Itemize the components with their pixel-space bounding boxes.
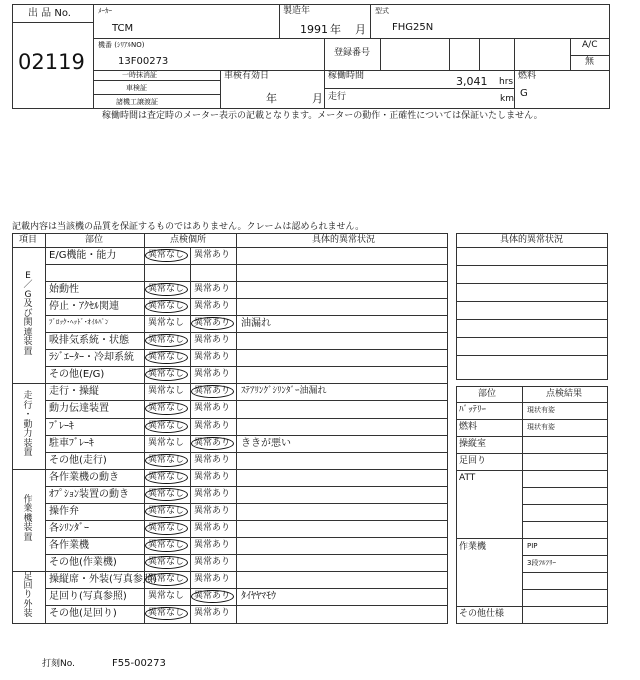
option-normal: 異常なし — [148, 250, 185, 260]
option-normal: 異常なし — [148, 301, 185, 312]
option-abnormal: 異常あり — [194, 488, 231, 499]
group-label-char: 関 — [23, 318, 33, 329]
option-normal: 異常なし — [148, 420, 185, 431]
selected-circle — [145, 607, 188, 620]
result-att: ATT — [459, 473, 476, 483]
result-battery: ﾊﾞｯﾃﾘｰ — [459, 405, 487, 415]
ac-label: A/C — [582, 40, 598, 50]
option-normal: 異常なし — [148, 352, 185, 363]
option-abnormal: 異常あり — [194, 301, 231, 312]
group-label — [22, 272, 34, 357]
option-abnormal: 異常あり — [194, 454, 231, 465]
selected-circle — [145, 522, 188, 535]
group-label-char: 業 — [23, 504, 33, 515]
option-normal: 異常なし — [148, 608, 185, 619]
maker-label: ﾒｰｶｰ — [98, 7, 112, 15]
option-normal: 異常なし — [148, 369, 185, 380]
selected-circle — [145, 283, 188, 296]
option-abnormal: 異常あり — [194, 573, 231, 584]
temp-permit: 一時抹消証 — [122, 71, 157, 79]
group-label-char: 置 — [23, 346, 33, 357]
selected-circle — [145, 454, 188, 467]
group-label-char: 機 — [23, 513, 33, 524]
group-label-char: り — [23, 590, 33, 601]
row-part: 始動性 — [49, 284, 79, 296]
row-part: ｵﾌﾟｼｮﾝ装置の動き — [49, 488, 129, 500]
result-fuel: 燃料 — [459, 422, 478, 432]
row-part: 各作業機の動き — [49, 471, 119, 483]
group-label-char: 連 — [23, 327, 33, 338]
selected-circle — [191, 437, 234, 450]
group-label-char: 力 — [23, 429, 33, 440]
col-check: 点検個所 — [170, 235, 207, 245]
group-label-char: 置 — [23, 448, 33, 459]
year-label: 製造年 — [283, 6, 311, 16]
inspection-valid-label: 車検有効日 — [224, 71, 270, 81]
selected-circle — [145, 249, 188, 262]
group-label — [22, 496, 34, 543]
group-label-char: 走 — [23, 391, 33, 402]
option-normal: 異常なし — [148, 284, 185, 295]
group-label-char: 装 — [23, 523, 33, 534]
row-part: ﾌﾞﾛｯｸ･ﾍｯﾄﾞ･ｵｲﾙﾊﾟﾝ — [49, 318, 109, 327]
row-part: 各ｼﾘﾝﾀﾞｰ — [49, 522, 89, 534]
model-value: FHG25N — [392, 22, 434, 33]
result-undercarriage: 足回り — [459, 456, 487, 466]
group-label-char: 行 — [23, 400, 33, 411]
selected-circle — [145, 488, 188, 501]
option-abnormal: 異常あり — [194, 471, 231, 482]
selected-circle — [145, 539, 188, 552]
selected-circle — [145, 471, 188, 484]
option-normal: 異常なし — [148, 522, 185, 533]
result-battery-value: 現状有姿 — [527, 406, 555, 414]
quality-disclaimer: 記載内容は当該機の品質を保証するものではありません。クレームは認められません。 — [12, 222, 365, 232]
month-unit: 月 — [355, 23, 366, 36]
group-label-char: 装 — [23, 337, 33, 348]
option-abnormal: 異常あり — [194, 505, 231, 516]
row-part: 駐車ﾌﾞﾚｰｷ — [49, 437, 94, 449]
group-label-char: 置 — [23, 532, 33, 543]
serial-label: 機番 (ｼﾘｱﾙNO) — [98, 41, 145, 49]
option-abnormal: 異常あり — [194, 284, 231, 295]
result-other-spec: その他仕様 — [459, 609, 505, 619]
row-part: 操作弁 — [49, 505, 79, 517]
option-abnormal: 異常あり — [194, 352, 231, 363]
option-normal: 異常なし — [148, 505, 185, 516]
hours-label: 稼働時間 — [328, 71, 365, 81]
option-normal: 異常なし — [148, 335, 185, 346]
option-abnormal: 異常あり — [194, 591, 231, 601]
selected-circle — [145, 505, 188, 518]
option-normal: 異常なし — [148, 318, 185, 329]
selected-circle — [145, 556, 188, 569]
option-abnormal: 異常あり — [194, 608, 231, 619]
fuel-value: G — [520, 88, 528, 99]
row-part: その他(走行) — [49, 454, 107, 466]
row-part: 吸排気系統・状態 — [49, 335, 129, 347]
row-part: 走行・操縦 — [49, 386, 99, 398]
selected-circle — [145, 573, 188, 586]
group-label-char: 動 — [23, 419, 33, 430]
option-abnormal: 異常あり — [194, 437, 231, 448]
option-normal: 異常なし — [148, 539, 185, 550]
row-part: 各作業機 — [49, 539, 89, 551]
lot-label: 出 品 No. — [28, 8, 71, 19]
stamp-label: 打刻No. — [42, 659, 75, 669]
group-label-char: 作 — [23, 494, 33, 505]
option-abnormal: 異常あり — [194, 522, 231, 533]
option-normal: 異常なし — [148, 488, 185, 499]
option-normal: 異常なし — [148, 591, 185, 601]
option-abnormal: 異常あり — [194, 403, 231, 414]
row-part: E/G機能・能力 — [49, 250, 117, 261]
option-normal: 異常なし — [148, 556, 185, 567]
option-abnormal: 異常あり — [194, 318, 231, 329]
group-label-char: 及 — [23, 299, 33, 310]
col-part: 部位 — [85, 235, 104, 245]
result-cab: 操縦室 — [459, 439, 487, 449]
result-col-result: 点検結果 — [546, 389, 583, 399]
option-abnormal: 異常あり — [194, 539, 231, 550]
group-label-char: E — [25, 271, 31, 281]
row-detail: ﾀｲﾔﾔﾏﾓｳ — [241, 591, 276, 602]
year-unit: 年 — [330, 23, 341, 36]
group-label-char: 足 — [23, 571, 33, 582]
group-label-char: 回 — [23, 580, 33, 591]
row-detail: 油漏れ — [241, 318, 271, 330]
option-abnormal: 異常あり — [194, 420, 231, 431]
result-work-value-1: PIP — [527, 542, 538, 550]
group-label-char: 装 — [23, 438, 33, 449]
col-detail: 具体的異常状況 — [312, 235, 376, 245]
row-part: 操縦席・外装(写真参照) — [49, 573, 157, 585]
option-normal: 異常なし — [148, 437, 185, 448]
group-label-char: ／ — [23, 280, 33, 291]
stamp-value: F55-00273 — [112, 658, 166, 669]
option-abnormal: 異常あり — [194, 335, 231, 346]
option-abnormal: 異常あり — [194, 250, 231, 260]
row-part: 停止・ｱｸｾﾙ関連 — [49, 301, 119, 313]
option-abnormal: 異常あり — [194, 369, 231, 380]
option-normal: 異常なし — [148, 471, 185, 482]
hours-value: 3,041 — [456, 75, 488, 88]
reg-label: 登録番号 — [334, 48, 371, 58]
row-part: その他(E/G) — [49, 369, 105, 381]
group-label-char: 外 — [23, 599, 33, 610]
col-item: 項目 — [19, 235, 38, 245]
travel-label: 走行 — [328, 92, 347, 102]
fuel-label: 燃料 — [518, 71, 537, 81]
option-abnormal: 異常あり — [194, 386, 231, 397]
selected-circle — [191, 590, 234, 603]
hours-unit: hrs — [499, 77, 514, 87]
year-value: 1991 — [300, 23, 328, 36]
option-normal: 異常なし — [148, 573, 185, 584]
serial-value: 13F00273 — [118, 56, 169, 67]
row-part: その他(足回り) — [49, 608, 117, 620]
group-label-char: G — [24, 289, 32, 300]
inspection-cert: 車検証 — [126, 84, 147, 92]
construction-cert: 諸機工譲渡証 — [116, 98, 158, 106]
row-detail: ききが悪い — [241, 437, 291, 449]
result-col-part: 部位 — [478, 389, 497, 399]
ac-value: 無 — [585, 57, 595, 67]
group-label-char: ・ — [23, 410, 33, 421]
row-part: 動力伝達装置 — [49, 403, 109, 415]
row-part: ﾌﾞﾚｰｷ — [49, 420, 74, 432]
group-label-char: び — [23, 308, 33, 319]
selected-circle — [145, 420, 188, 433]
option-normal: 異常なし — [148, 454, 185, 465]
model-label: 型式 — [375, 7, 389, 15]
option-abnormal: 異常あり — [194, 556, 231, 567]
row-part: 足回り(写真参照) — [49, 591, 127, 602]
group-label — [22, 573, 34, 620]
lot-number: 02119 — [18, 50, 85, 74]
option-normal: 異常なし — [148, 403, 185, 414]
row-detail: ｽﾃｱﾘﾝｸﾞｼﾘﾝﾀﾞｰ油漏れ — [241, 386, 327, 397]
right-detail-header: 具体的異常状況 — [500, 235, 564, 245]
travel-unit: km — [500, 94, 514, 104]
result-work-machine: 作業機 — [459, 542, 487, 552]
group-label — [22, 392, 34, 458]
row-part: ﾗｼﾞｴｰﾀｰ・冷却系統 — [49, 352, 134, 364]
valid-year-unit: 年 — [266, 92, 277, 105]
group-label-char: 装 — [23, 609, 33, 620]
valid-month-unit: 月 — [312, 92, 323, 105]
hours-disclaimer: 稼働時間は査定時のメーター表示の記載となります。メーターの動作・正確性については保証いたしません。 — [102, 111, 543, 121]
result-fuel-value: 現状有姿 — [527, 423, 555, 431]
option-normal: 異常なし — [148, 386, 185, 397]
row-part: その他(作業機) — [49, 556, 117, 568]
result-work-value-2: 3段ﾌﾙﾌﾘｰ — [527, 559, 556, 567]
maker-value: TCM — [112, 23, 134, 34]
